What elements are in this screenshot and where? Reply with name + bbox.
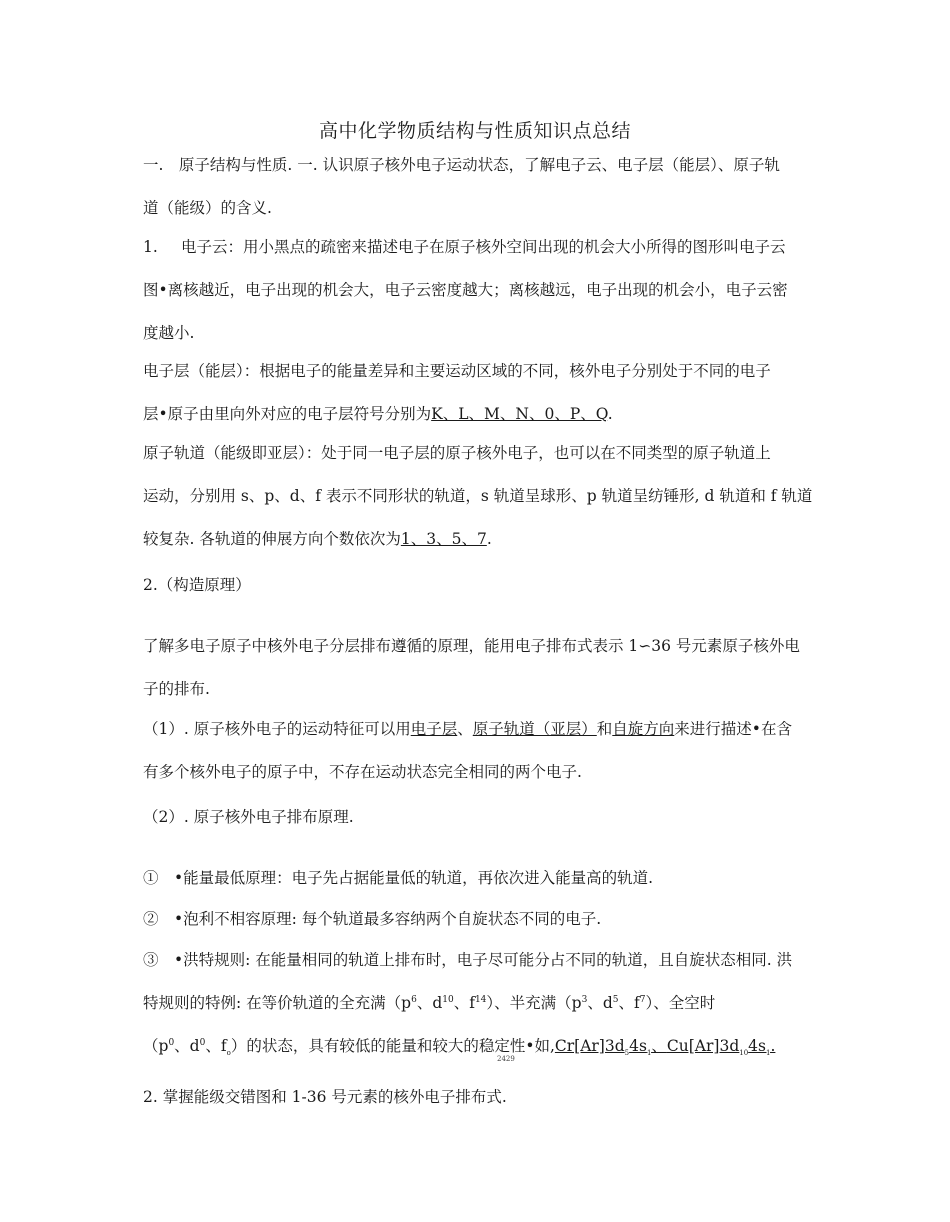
text-span: Cu[Ar]3d xyxy=(666,1037,740,1055)
underlined-answer: 原子轨道（亚层） xyxy=(472,720,597,738)
document-title: 高中化学物质结构与性质知识点总结 xyxy=(318,120,631,142)
underlined-answer: K、L、M、N、0、P、Q xyxy=(431,405,608,423)
text-line: 图•离核越近，电子出现的机会大，电子云密度越大；离核越远，电子出现的机会小，电子云密 xyxy=(143,281,788,299)
item-number: 1. xyxy=(143,238,158,256)
text-span: 层•原子由里向外对应的电子层符号分别为 xyxy=(143,405,432,423)
text-span: 、f xyxy=(205,1037,227,1055)
text-line: 度越小. xyxy=(143,324,195,342)
paragraph-item-2 xyxy=(143,796,815,839)
text-span: 、f xyxy=(453,994,475,1012)
text-span: ）的状态，具有较低的能量和较大的稳定性•如, xyxy=(230,1037,555,1055)
text-line: 子的排布. xyxy=(143,680,210,698)
text-line: ③ •洪特规则: 在能量相同的轨道上排布时，电子尽可能分占不同的轨道，且自旋状态相同. 洪 xyxy=(143,951,793,969)
text-span: . xyxy=(770,1037,776,1055)
text-span: 、d xyxy=(174,1037,200,1055)
section-2-heading xyxy=(143,564,815,607)
text-line: ① •能量最低原理：电子先占据能量低的轨道，再依次进入能量高的轨道. xyxy=(143,869,654,887)
text-line: ② •泡利不相容原理: 每个轨道最多容纳两个自旋状态不同的电子. xyxy=(143,910,602,928)
text-span: （p xyxy=(143,1037,169,1055)
text-span: 、 xyxy=(651,1037,667,1055)
section-1-intro xyxy=(143,144,815,230)
text-line: 原子轨道（能级即亚层）：处于同一电子层的原子核外电子，也可以在不同类型的原子轨道上 xyxy=(143,444,771,462)
text-span: 较复杂. 各轨道的伸展方向个数依次为 xyxy=(143,530,401,548)
text-line: 电子层（能层）：根据电子的能量差异和主要运动区域的不同，核外电子分别处于不同的电子 xyxy=(143,362,771,380)
superscript: 10 xyxy=(442,994,454,1005)
text-line: 运动，分别用 s、p、d、f 表示不同形状的轨道，s 轨道呈球形、p 轨道呈纺锤形, d 轨道和 f 轨道 xyxy=(143,487,813,505)
subscript: 10 xyxy=(739,1049,749,1058)
page-number: 2429 xyxy=(497,1055,515,1063)
underlined-answer: 1、3、5、7 xyxy=(400,530,487,548)
text-span: 和 xyxy=(596,720,613,738)
text-line: 道（能级）的含义. xyxy=(143,199,272,217)
subscript: 1 xyxy=(646,1049,652,1058)
text-span: . xyxy=(486,530,492,548)
paragraph-electron-cloud xyxy=(143,226,815,355)
text-line: 2. 掌握能级交错图和 1-36 号元素的核外电子排布式. xyxy=(143,1088,507,1106)
text-line: 电子云：用小黑点的疏密来描述电子在原子核外空间出现的机会大小所得的图形叫电子云 xyxy=(181,238,786,256)
superscript: 0 xyxy=(199,1037,206,1048)
underlined-answer: 自旋方向 xyxy=(612,720,675,738)
underlined-answer: 电子层 xyxy=(410,720,458,738)
text-span: . xyxy=(607,405,613,423)
text-span: Cr[Ar]3d xyxy=(554,1037,625,1055)
rule-1 xyxy=(143,857,815,900)
superscript: 5 xyxy=(612,994,619,1005)
superscript: 14 xyxy=(474,994,487,1005)
subscript: 5 xyxy=(624,1049,630,1058)
rule-2 xyxy=(143,898,815,941)
text-line: 了解多电子原子中核外电子分层排布遵循的原理，能用电子排布式表示 1∽36 号元素原子核外电 xyxy=(143,637,800,655)
text-span: 来进行描述•在含 xyxy=(674,720,792,738)
subscript: 1 xyxy=(766,1049,771,1058)
paragraph-construction-intro xyxy=(143,625,815,711)
underlined-config-cr xyxy=(554,1037,776,1058)
rule-3 xyxy=(143,939,815,1068)
superscript: 3 xyxy=(581,994,588,1005)
section-3-heading xyxy=(143,1076,815,1119)
paragraph-electron-layer xyxy=(143,350,815,436)
text-span: 、d xyxy=(587,994,613,1012)
text-span: 、d xyxy=(416,994,443,1012)
text-span: 特规则的特例: 在等价轨道的全充满（p xyxy=(143,994,412,1012)
text-span: 4s xyxy=(748,1037,766,1055)
text-span: 、f xyxy=(618,994,640,1012)
text-line: 有多个核外电子的原子中，不存在运动状态完全相同的两个电子. xyxy=(143,763,582,781)
subscript: o xyxy=(226,1049,231,1058)
paragraph-atomic-orbital xyxy=(143,432,815,561)
text-line: 2.（构造原理） xyxy=(143,576,251,594)
superscript: 7 xyxy=(639,994,646,1005)
text-line: 一. 原子结构与性质. 一. 认识原子核外电子运动状态，了解电子云、电子层（能层）、原子轨 xyxy=(143,156,780,174)
superscript: 0 xyxy=(168,1037,175,1048)
text-span: ）、半充满（p xyxy=(486,994,582,1012)
paragraph-item-1 xyxy=(143,708,815,794)
text-span: 、 xyxy=(457,720,473,738)
text-line: （2）. 原子核外电子排布原理. xyxy=(143,808,354,826)
text-span: ）、全空时 xyxy=(645,994,716,1012)
text-span: （1）. 原子核外电子的运动特征可以用 xyxy=(143,720,411,738)
superscript: 6 xyxy=(411,994,417,1005)
text-span: 4s xyxy=(629,1037,647,1055)
